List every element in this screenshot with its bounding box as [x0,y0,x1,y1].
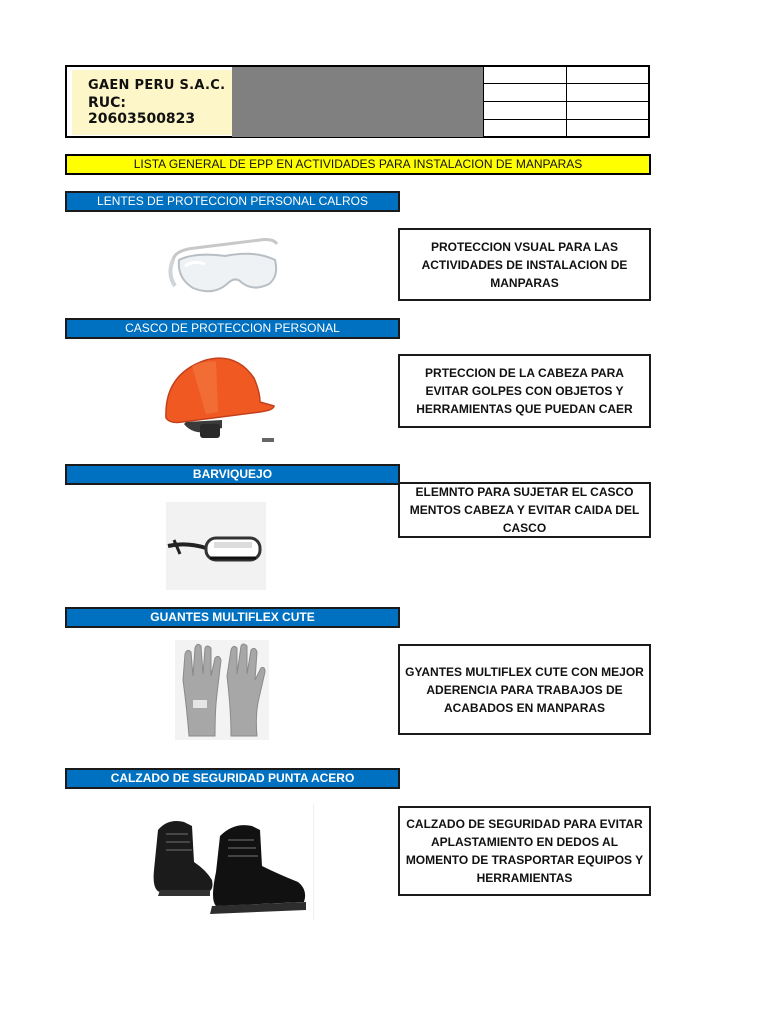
header-grid-cell [483,119,567,138]
company-block [72,70,232,135]
header-gray-block [232,67,483,137]
safety-boots-icon [148,804,314,920]
section-heading-glasses: LENTES DE PROTECCION PERSONAL CALROS [65,191,400,212]
header-grid-cell [566,101,650,120]
hard-hat-icon [162,352,278,446]
description-boots: CALZADO DE SEGURIDAD PARA EVITAR APLASTAMIENTO EN DEDOS AL MOMENTO DE TRASPORTAR EQUIPOS Y HERRAMIENTAS [398,806,651,896]
description-gloves: GYANTES MULTIFLEX CUTE CON MEJOR ADERENCIA PARA TRABAJOS DE ACABADOS EN MANPARAS [398,644,651,735]
company-name: GAEN PERU S.A.C. [88,78,226,93]
header-grid-cell [483,83,567,102]
chin-strap-icon [166,502,266,590]
header-grid-cell [483,101,567,120]
gloves-icon [175,640,269,740]
header-grid-cell [566,119,650,138]
section-heading-boots: CALZADO DE SEGURIDAD PUNTA ACERO [65,768,400,789]
section-heading-helmet: CASCO DE PROTECCION PERSONAL [65,318,400,339]
description-helmet: PRTECCION DE LA CABEZA PARA EVITAR GOLPES CON OBJETOS Y HERRAMIENTAS QUE PUEDAN CAER [398,354,651,428]
section-heading-gloves: GUANTES MULTIFLEX CUTE [65,607,400,628]
header-grid-cell [483,65,567,84]
header-grid-cell [566,83,650,102]
company-ruc: RUC: 20603500823 [88,95,196,127]
safety-glasses-icon [165,230,285,300]
header-grid-cell [566,65,650,84]
section-heading-chin-strap: BARVIQUEJO [65,464,400,485]
document-title: LISTA GENERAL DE EPP EN ACTIVIDADES PARA INSTALACION DE MANPARAS [65,154,651,175]
description-glasses: PROTECCION VSUAL PARA LAS ACTIVIDADES DE INSTALACION DE MANPARAS [398,228,651,301]
description-chin-strap: ELEMNTO PARA SUJETAR EL CASCO MENTOS CABEZA Y EVITAR CAIDA DEL CASCO [398,482,651,538]
